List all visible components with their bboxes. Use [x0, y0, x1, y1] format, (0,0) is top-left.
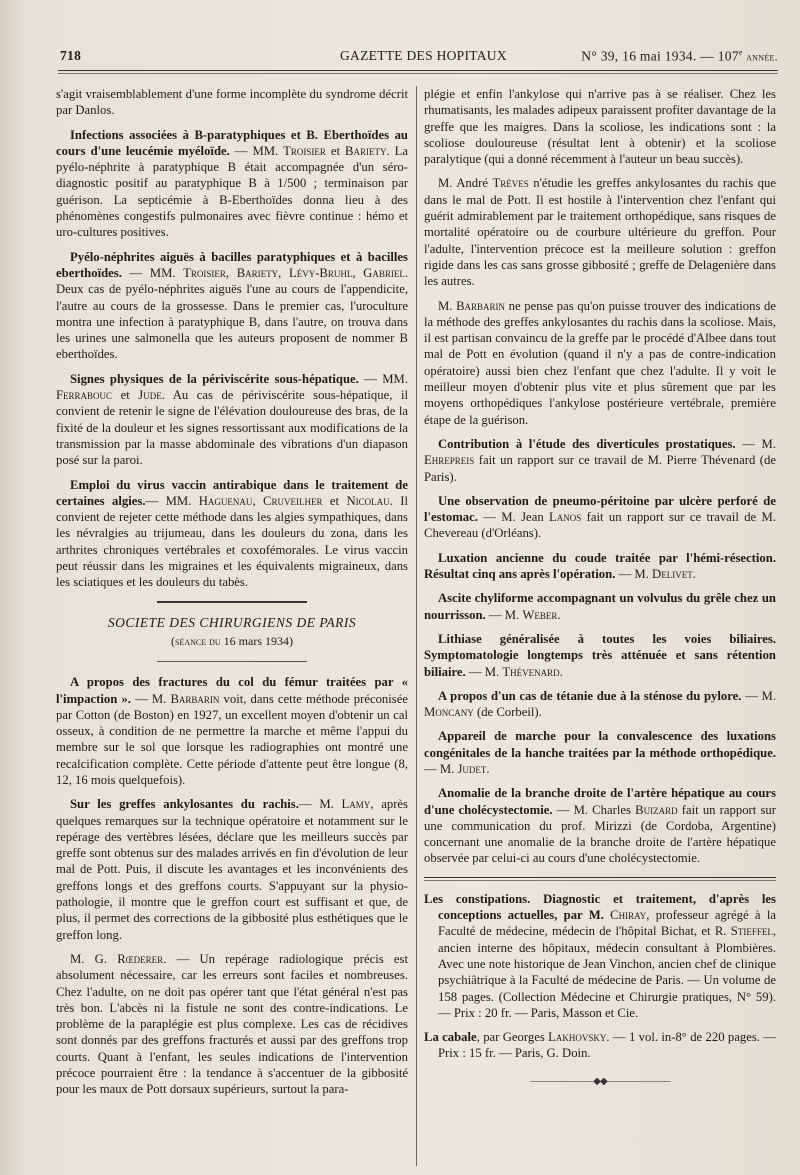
section-separator [157, 601, 307, 603]
left-column [56, 86, 408, 1106]
column-divider [416, 86, 417, 1166]
paragraph-continuation: s'agit vraisemblablement d'une forme incomplète du syndrome décrit par Danlos. [56, 87, 408, 118]
article-tetanie: A propos d'un cas de tétanie due à la sténose du pylore. — M. Moncany (de Corbeil). [424, 688, 776, 720]
society-heading: SOCIETE DES CHIRURGIENS DE PARIS [107, 614, 357, 630]
journal-title: GAZETTE DES HOPITAUX [340, 48, 507, 63]
book-review-cabale: La cabale, par Georges Lakhovsky. — 1 vol. in-8° de 220 pages. — Prix : 15 fr. — Paris, G. Doin. [424, 1030, 776, 1061]
article-fractures-col-femur: A propos des fractures du col du fémur traitées par « l'impaction ». — M. Barbarin voit, dans cette méthode préconisée par Cotton (de Boston) en 1927, un excellent moyen d'obtenir un cal osseux, à condition de ne permettre la marche et même l'appui du membre sur le sol que lorsque les radiographies ont montré une recalcification complète. Cette période d'attente peut être longue (8, 12, 16 mois quelquefois). [56, 675, 409, 787]
paragraph-continuation-right: plégie et enfin l'ankylose qui n'arrive pas à se réaliser. Chez les rhumatisants, les malades adipeux paraissent profiter davantage de la greffe que les maigres. Dans la scoliose, les indications sont : la scoliose douloureuse (résultat lent à obtenir) et la scoliose paralytique (qui a donné récemment à l'auteur un beau succès). [424, 87, 776, 167]
bibliography-rule-thin [424, 880, 776, 881]
article-pneumo-peritoine: Une observation de pneumo-péritoine par ulcère perforé de l'estomac. — M. Jean Lanos fait un rapport sur ce travail de M. Chevereau (d'Orléans). [424, 493, 776, 541]
article-ascite-chyliforme: Ascite chyliforme accompagnant un volvulus du grêle chez un nourrisson. — M. Weber. [424, 591, 776, 622]
article-luxation-coude: Luxation ancienne du coude traitée par l'hémi-résection. Résultat cinq ans après l'opération. — M. Delivet. [424, 550, 776, 582]
book-review-constipations: Les constipations. Diagnostic et traitement, d'après les conceptions actuelles, par M. Chiray, professeur agrégé à la Faculté de médecine, médecin de l'hôpital Bichat, et R. Stieffel, ancien interne des hôpitaux, médecin consultant à Plombières. Avec une note historique de Jean Vinchon, ancien chef de clinique psychiâtrique à la Faculté de médecine de Paris. — Un volume de 158 pages. (Collection Médecine et Chirurgie pratiques, N° 59). — Prix : 20 fr. — Paris, Masson et Cie. [424, 891, 776, 1020]
header-rule-thin [58, 73, 778, 74]
paragraph-barbarin: M. Barbarin ne pense pas qu'on puisse trouver des indications de la méthode des greffes ankylosantes du rachis dans la scoliose. Mais, il est partisan convaincu de la greffe par le procédé d'Albee dans tout mal de Pott en évolution (quand il n'y a pas de contre-indication opératoire) aussi bien chez l'enfant que chez l'adulte. Il y voit le meilleur moyen d'obtenir plus vite et plus sûrement que par les moyens orthopédiques l'ankylose postérieure vertébrale, première étape de la guérison. [424, 298, 776, 427]
session-date: (séance du 16 mars 1934) [171, 633, 293, 648]
page-header [60, 48, 778, 68]
paragraph-treves: M. André Trèves n'étudie les greffes ankylosantes du rachis que dans le mal de Pott. Il est hostile à l'intervention chez l'enfant qui guérit admirablement par le traitement orthopédique, sans risques de mortalité opératoire ou de courbure ultérieure du greffon. Pour l'adulte, l'intervention précoce est la meilleure solution : greffon rigide dans les cas sans grosse gibbosité ; greffe de Delagenière dans les autres. [424, 176, 776, 289]
page-number: 718 [60, 48, 82, 63]
right-column [424, 86, 776, 1090]
article-anomalie-artere: Anomalie de la branche droite de l'artère hépatique au cours d'une cholécystectomie. — M. Charles Buizard fait un rapport sur une communication du prof. Mirizzi (de Cordoba, Argentine) concernant une anomalie de la branche droite de l'artère hépatique observée par celui-ci au cours d'une cholécystectomie. [424, 786, 776, 866]
paragraph-roederer: M. G. Rœderer. — Un repérage radiologique précis est absolument nécessaire, car les erreurs sont faciles et nombreuses. Chez l'adulte, on ne doit pas opérer tant que l'état général n'est pas très bon. L'abcès ni la fistule ne sont des contre-indications. Le problème de la paraplégie est plus complexe. Les cas de récidives sont donnés par des greffons fracturés et aussi par des greffons trop courts. Quant à l'enfant, les seules indications de l'intervention précoce pourraient être : la tendance à s'accentuer de la gibbosité pour les maux de Pott dorsaux supérieurs, surtout la para- [56, 951, 408, 1097]
article-appareil-marche: Appareil de marche pour la convalescence des luxations congénitales de la hanche traitées par la méthode orthopédique. — M. Judet. [424, 729, 776, 776]
article-pyelo-nephrites: Pyélo-néphrites aiguës à bacilles paratyphiques et à bacilles eberthoïdes. — MM. Troisier, Bariety, Lévy-Bruhl, Gabriel. Deux cas de pyélo-néphrites aiguës l'une au cours de l'appendicite, l'autre au cours de la grossesse. Dans le premier cas, l'uroculture montra une infection à paratyphique B, dans l'autre, on trouva dans les urines une salmonella que les auteurs proposent de nommer B eberthoïdes. [56, 249, 409, 362]
article-lithiase: Lithiase généralisée à toutes les voies biliaires. Symptomatologie longtemps très atténuée et sans rétention biliaire. — M. Thévenard. [424, 631, 776, 679]
section-separator-thin [157, 661, 307, 662]
issue-info: N° 39, 16 mai 1934. — 107e année. [581, 48, 778, 64]
article-infections-associees: Infections associées à B-paratyphiques et B. Eberthoïdes au cours d'une leucémie myéloïde. — MM. Troisier et Bariety. La pyélo-néphrite à paratyphique B était accompagnée d'un séro-diagnostic positif au paratyphique B à 1/500 ; terminaison par guérison. La septicémie à B-Eberthoïdes donna lieu à des phénomènes congestifs pulmonaires avec fièvre continue : hémo et uro-cultures positives. [56, 127, 408, 240]
ornament-divider: ———————◆◆——————— [530, 1075, 670, 1087]
article-periviscerite: Signes physiques de la périviscérite sous-hépatique. — MM. Ferrabouc et Jude. Au cas de périviscérite sous-hépatique, il convient de retenir le signe de l'élévation douloureuse des bras, de la fixité de la douleur et les signes ressortissant aux modifications de la transmission par la masse abdominale des vibrations d'un diapason posé sur la paroi. [56, 371, 409, 468]
header-rule [58, 70, 778, 71]
article-virus-vaccin: Emploi du virus vaccin antirabique dans le traitement de certaines algies.— MM. Haguenau, Cruveilher et Nicolau. Il convient de rejeter cette méthode dans les algies sympathiques, dans les névralgies au trijumeau, dans les douleurs du zona, dans les arthrites chroniques vertébrales et coxofémorales. Le virus vaccin peut réussir dans les migraines et les équivalents migraineux, dans les sciatiques et les douleurs du tabès. [56, 477, 408, 590]
article-greffes-ankylosantes: Sur les greffes ankylosantes du rachis.— M. Lamy, après quelques remarques sur la technique opératoire et notamment sur le repérage des vertèbres lésées, déclare que les meilleurs succès par greffe sont obtenus sur des malades arrivés en fin d'évolution de leur mal de Pott. Puis, il discute les avantages et les inconvénients des greffons longs et des greffons courts. S'appuyant sur la physio-pathologie, il montre que le greffon court est suffisant et que, de plus, il permet des corrections de la gibbosité plus esthétiques que le greffon long. [56, 797, 408, 942]
bibliography-rule [424, 877, 776, 878]
article-diverticules: Contribution à l'étude des diverticules prostatiques. — M. Ehrepreis fait un rapport sur ce travail de M. Pierre Thévenard (de Paris). [424, 436, 776, 484]
